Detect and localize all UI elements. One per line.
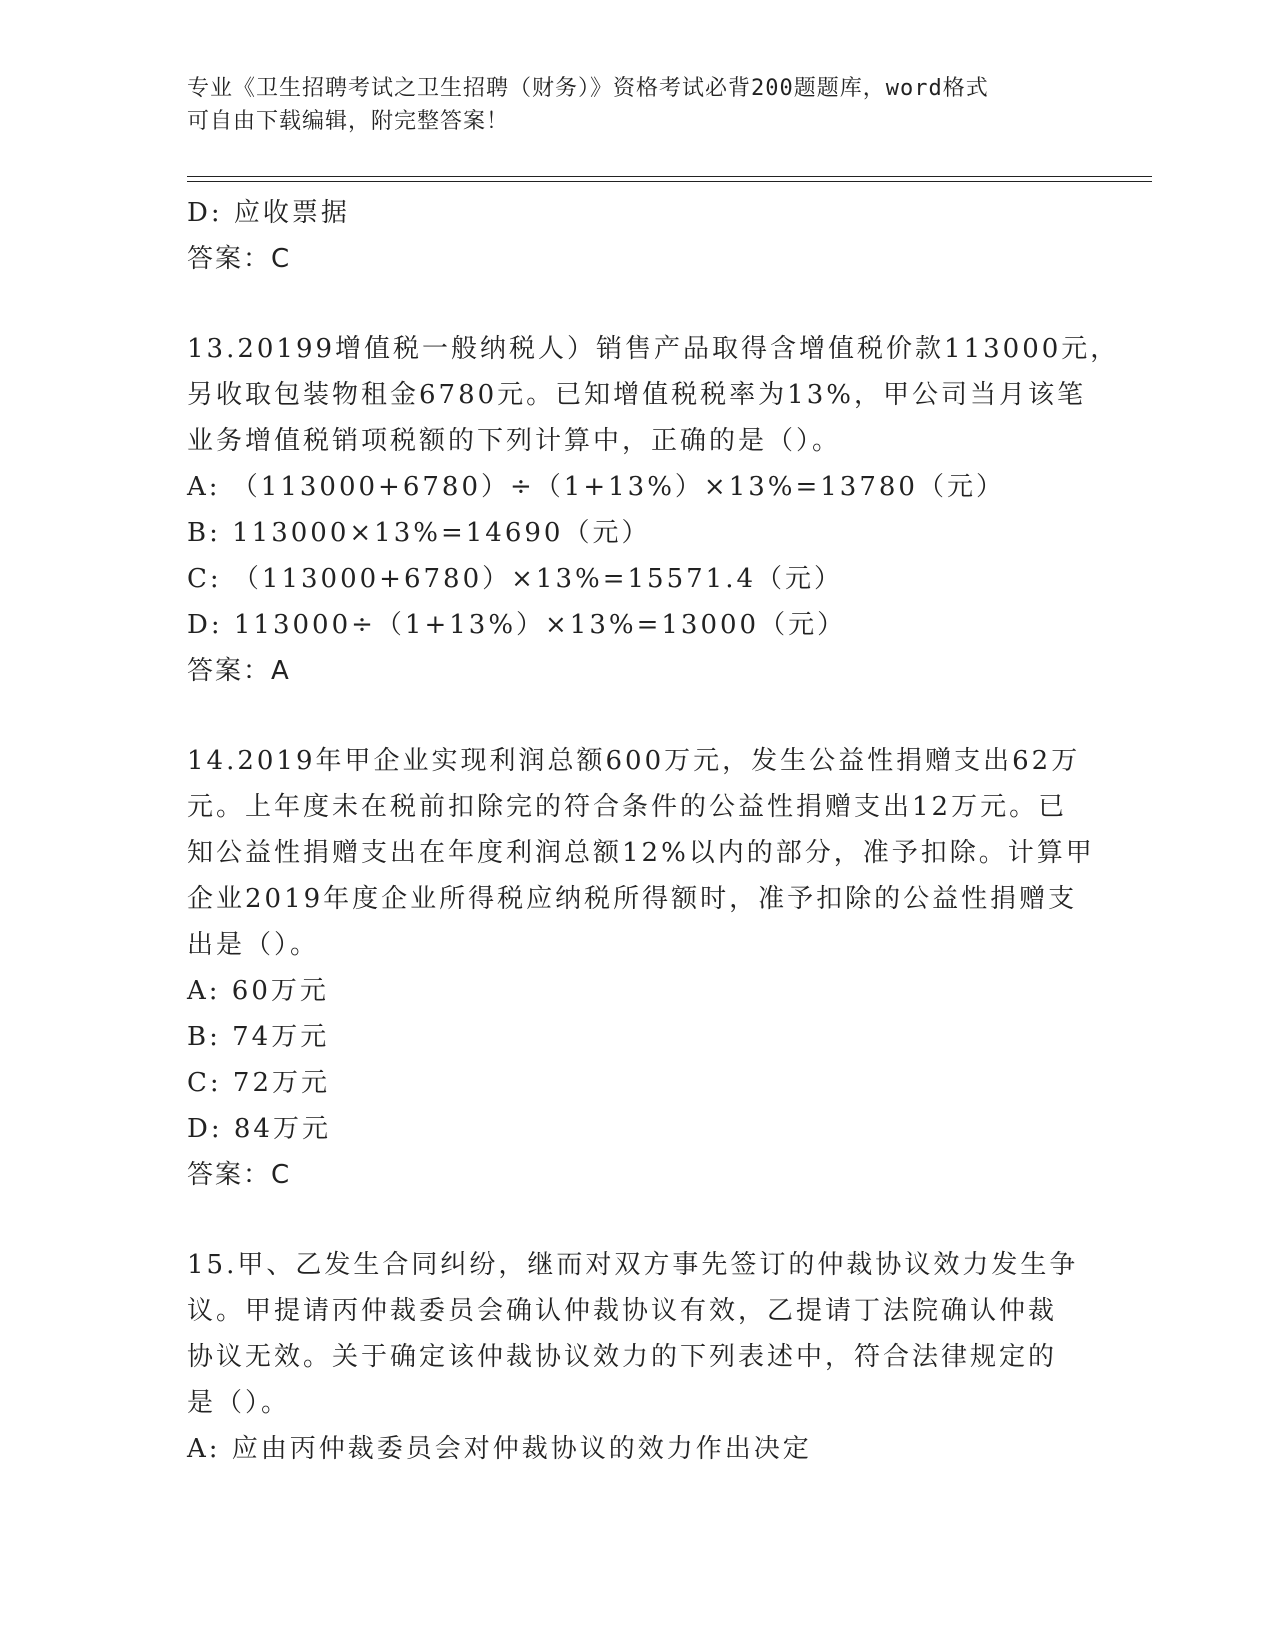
question-13 <box>187 326 1120 694</box>
header-divider-bottom <box>187 181 1152 182</box>
answer: 答案：C <box>187 244 292 274</box>
option-b: B: 74万元 <box>187 1022 330 1052</box>
spacer <box>187 282 1087 326</box>
question-text-line: 业务增值税销项税额的下列计算中，正确的是（）。 <box>187 426 842 456</box>
header-title-line-1: 专业《卫生招聘考试之卫生招聘（财务）》资格考试必背200题题库，word格式 <box>187 76 989 101</box>
question-text-line: 另收取包装物租金6780元。已知增值税税率为13%，甲公司当月该笔 <box>187 380 1086 410</box>
option-d: D: 应收票据 <box>187 198 350 228</box>
option-b: B: 113000×13%=14690（元） <box>187 518 651 548</box>
question-text-line: 13.20199增值税一般纳税人）销售产品取得含增值税价款113000元， <box>187 334 1120 364</box>
question-text-line: 议。甲提请丙仲裁委员会确认仲裁协议有效，乙提请丁法院确认仲裁 <box>187 1296 1058 1326</box>
header-divider-top <box>187 176 1152 177</box>
question-text-line: 是（）。 <box>187 1388 291 1418</box>
document-header <box>187 72 1087 138</box>
option-d: D: 84万元 <box>187 1114 331 1144</box>
question-text-line: 15.甲、乙发生合同纠纷，继而对双方事先签订的仲裁协议效力发生争 <box>187 1250 1079 1280</box>
question-14 <box>187 738 1095 1198</box>
question-text-line: 14.2019年甲企业实现利润总额600万元，发生公益性捐赠支出62万 <box>187 746 1081 776</box>
question-15 <box>187 1242 1087 1472</box>
question-text-line: 企业2019年度企业所得税应纳税所得额时，准予扣除的公益性捐赠支 <box>187 884 1078 914</box>
answer: 答案：A <box>187 656 291 686</box>
option-a: A: （113000+6780）÷（1+13%）×13%=13780（元） <box>187 472 1005 502</box>
question-list <box>187 190 1120 1472</box>
spacer <box>187 694 1087 738</box>
question-12-tail <box>187 190 1087 282</box>
question-text-line: 知公益性捐赠支出在年度利润总额12%以内的部分，准予扣除。计算甲 <box>187 838 1095 868</box>
option-c: C: （113000+6780）×13%=15571.4（元） <box>187 564 843 594</box>
option-c: C: 72万元 <box>187 1068 331 1098</box>
option-a: A: 60万元 <box>187 976 329 1006</box>
option-a: A: 应由丙仲裁委员会对仲裁协议的效力作出决定 <box>187 1434 812 1464</box>
question-text-line: 协议无效。关于确定该仲裁协议效力的下列表述中，符合法律规定的 <box>187 1342 1058 1372</box>
answer: 答案：C <box>187 1160 292 1190</box>
question-text-line: 出是（）。 <box>187 930 320 960</box>
option-d: D: 113000÷（1+13%）×13%=13000（元） <box>187 610 847 640</box>
header-title-line-2: 可自由下载编辑，附完整答案！ <box>187 109 510 134</box>
question-text-line: 元。上年度未在税前扣除完的符合条件的公益性捐赠支出12万元。已 <box>187 792 1068 822</box>
spacer <box>187 1198 1087 1242</box>
